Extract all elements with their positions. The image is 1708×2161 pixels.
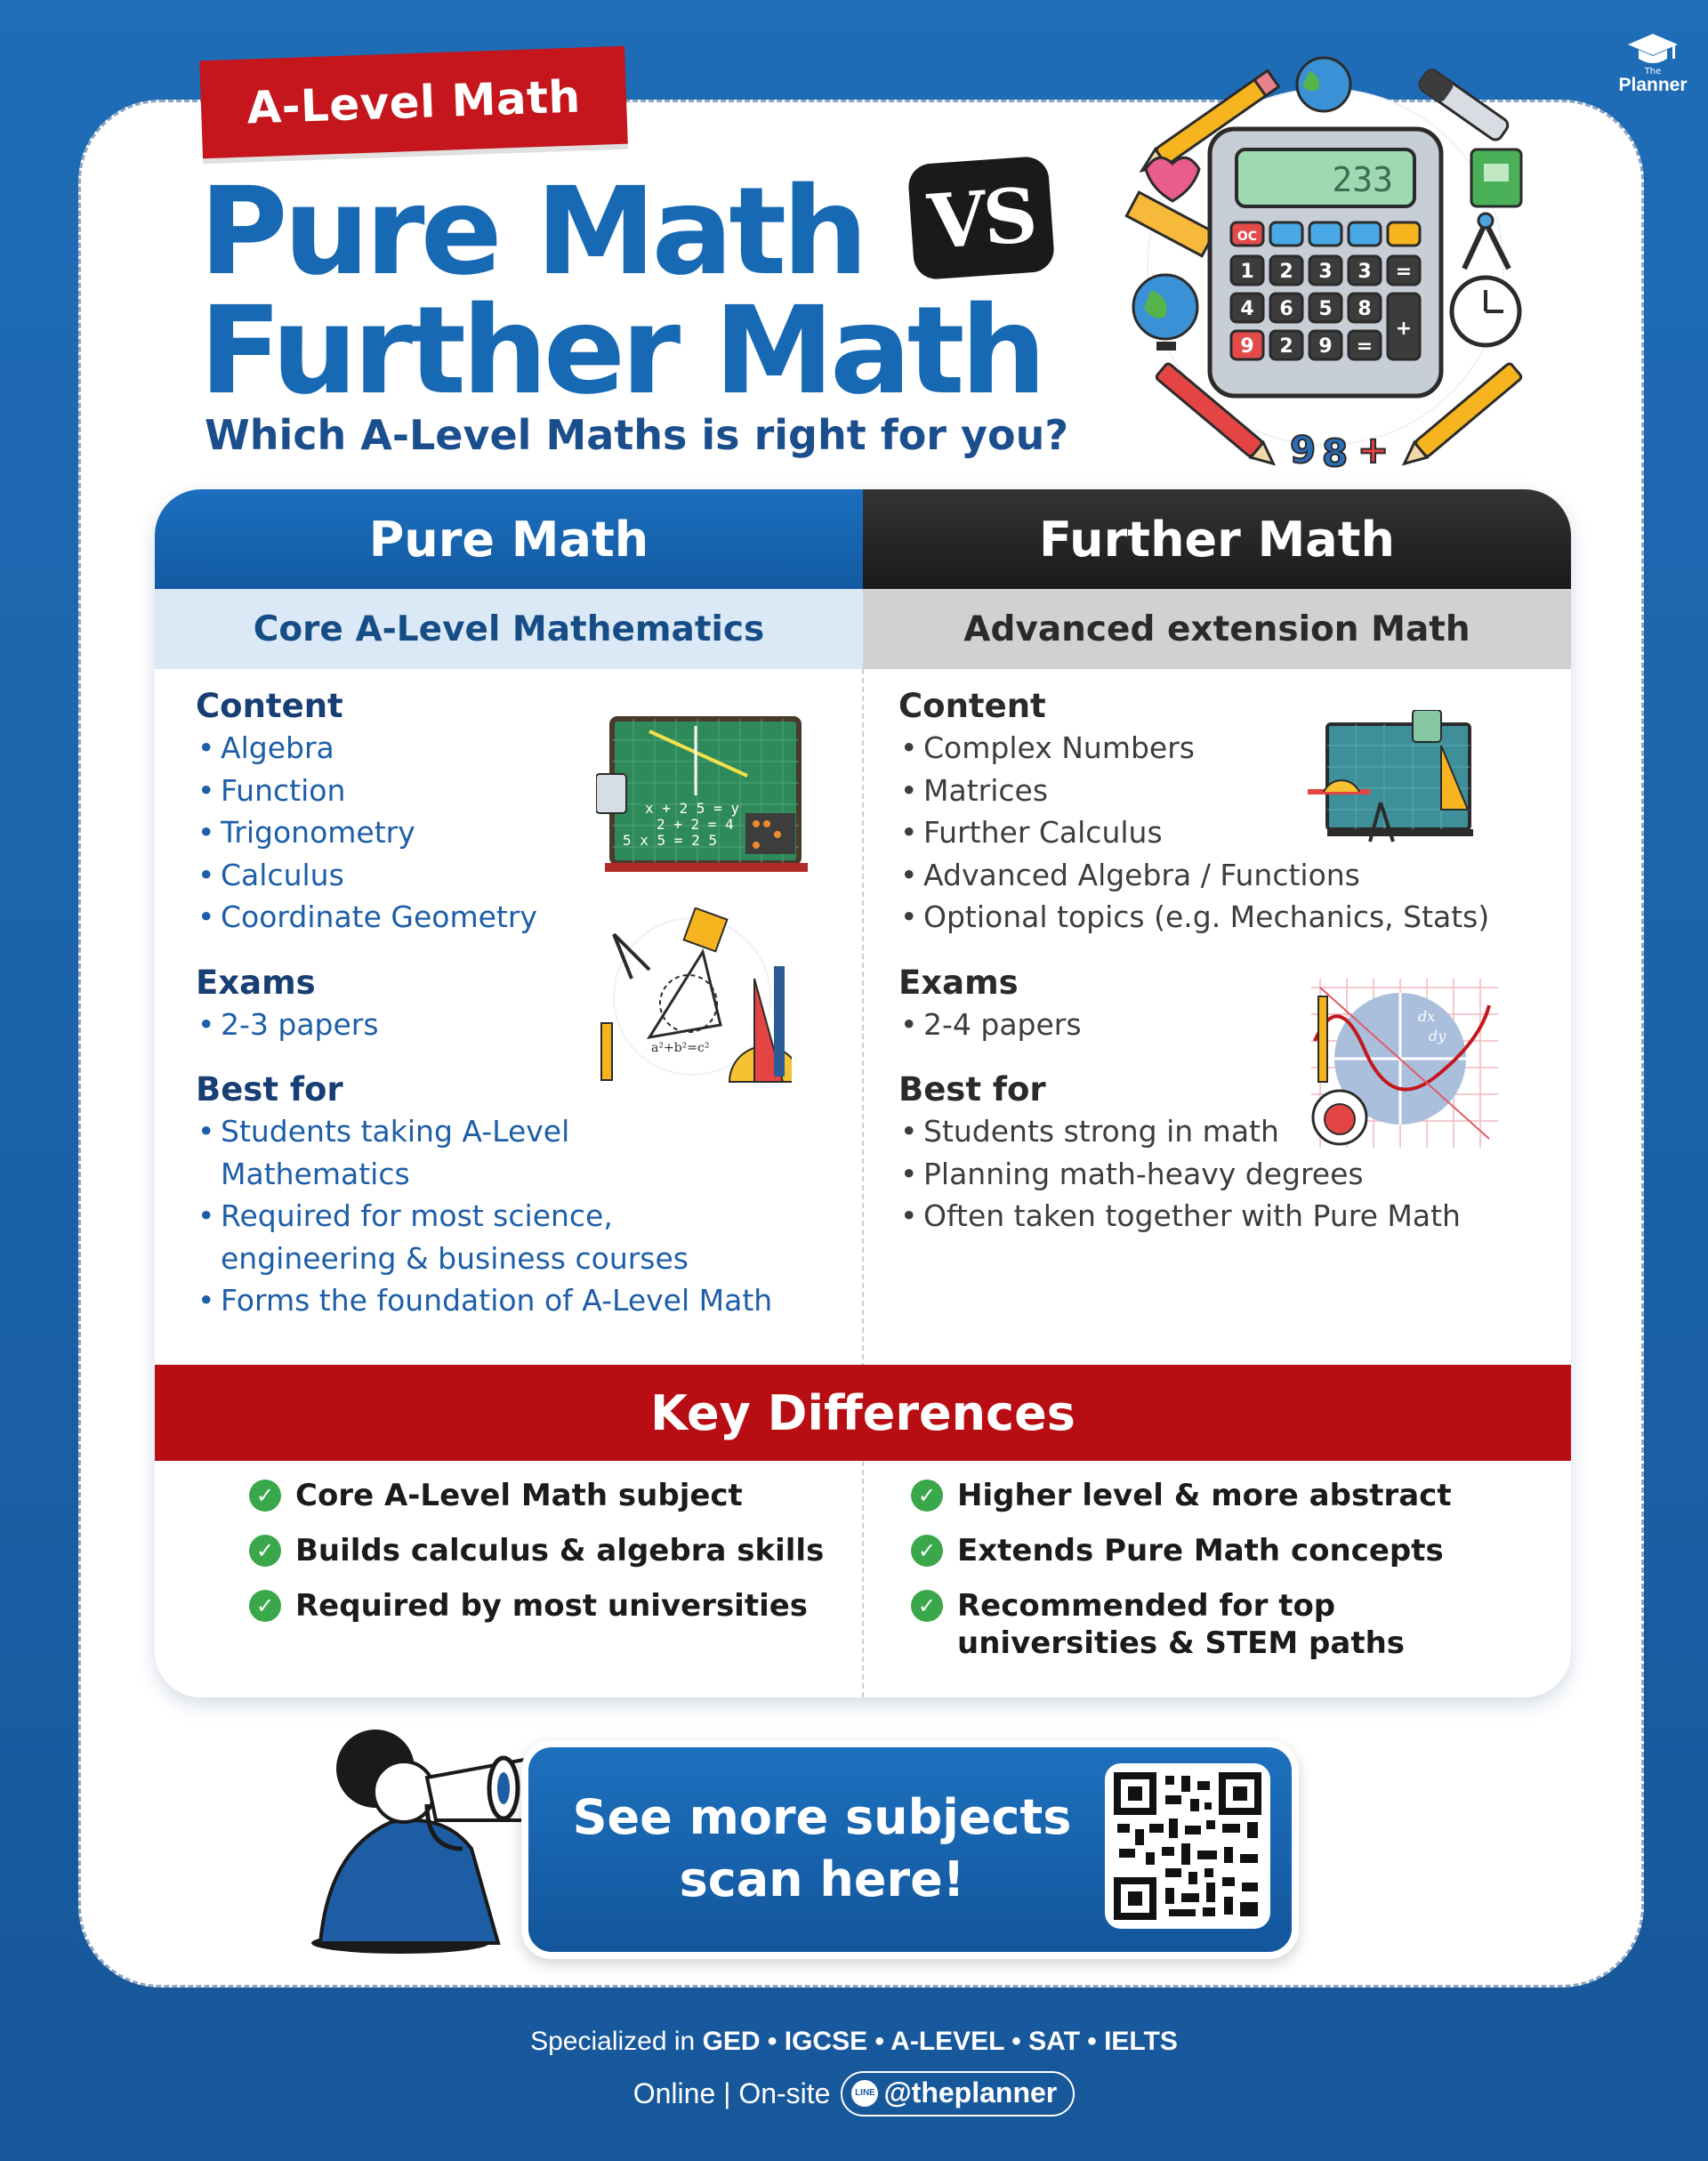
list-item: ✓ Builds calculus & algebra skills (249, 1532, 824, 1569)
level-badge (199, 46, 628, 159)
qr-code-icon (1114, 1772, 1261, 1920)
calculator-display: 233 (1332, 160, 1393, 199)
calculus-graph-illustration (1302, 970, 1507, 1157)
globe-icon (1297, 58, 1350, 111)
check-icon: ✓ (911, 1590, 943, 1622)
footer-contact (0, 2071, 1708, 2117)
key-8: 8 (1358, 298, 1372, 320)
cta-line-2: scan here! (679, 1851, 965, 1907)
pure-best-list (196, 1110, 818, 1322)
further-best-title: Best for (898, 1070, 1046, 1109)
pythagoras-formula: a²+b²=c² (651, 1041, 710, 1055)
list-item: • Further Calculus (898, 811, 1557, 854)
further-exams-title: Exams (898, 963, 1019, 1002)
key-differences-title: Key Differences (155, 1365, 1571, 1461)
level-badge-text: A-Level Math (246, 70, 582, 134)
kd-pure-list (249, 1477, 824, 1642)
list-item: • Planning math-heavy degrees (898, 1153, 1557, 1196)
check-icon: ✓ (249, 1535, 281, 1567)
calculator-icon (1210, 129, 1441, 396)
cta-text (555, 1786, 1089, 1911)
list-item: ✓ Extends Pure Math concepts (911, 1532, 1544, 1569)
board-equation: 5 x 5 = 2 5 (623, 832, 717, 849)
list-item: ✓ Core A-Level Math subject (249, 1477, 824, 1514)
clock-icon (1452, 278, 1519, 345)
cta-line-1: See more subjects (572, 1789, 1072, 1845)
list-item: ✓ Higher level & more abstract (911, 1477, 1544, 1514)
kd-further-list (911, 1477, 1544, 1680)
key-oc: OC (1237, 230, 1258, 244)
calculator-illustration (1112, 44, 1539, 472)
scan-qr-banner[interactable] (521, 1740, 1299, 1959)
line-handle: @theplanner (883, 2076, 1058, 2109)
title-pure-math: Pure Math (199, 162, 865, 302)
list-item: • Algebra (196, 727, 818, 770)
page-subtitle: Which A-Level Maths is right for you? (205, 411, 1069, 459)
key-plus: + (1395, 318, 1413, 340)
footer-specialized-list: GED • IGCSE • A-LEVEL • SAT • IELTS (702, 2027, 1178, 2056)
pure-math-header: Pure Math (155, 489, 863, 589)
footer-specialized (0, 2027, 1708, 2057)
logo-small-text: The (1644, 67, 1662, 77)
key-6: 6 (1279, 298, 1293, 320)
line-icon: LINE (851, 2080, 878, 2107)
pure-best-title: Best for (196, 1070, 343, 1109)
key-3b: 3 (1358, 261, 1372, 283)
further-content-title: Content (898, 687, 1046, 725)
further-math-header: Further Math (863, 489, 1571, 589)
notebook-icon (1471, 149, 1521, 206)
footer-modes: Online | On-site (632, 2077, 831, 2109)
key-3: 3 (1318, 261, 1333, 283)
list-item: ✓ Required by most universities (249, 1587, 824, 1625)
board-equation: 2 + 2 = 4 (657, 816, 734, 833)
list-item: • Matrices (898, 770, 1557, 812)
key-5: 5 (1318, 298, 1333, 320)
list-item: • Trigonometry (196, 811, 818, 854)
key-equals: = (1395, 261, 1413, 283)
check-icon: ✓ (249, 1590, 281, 1622)
key-2b: 2 (1279, 335, 1293, 358)
planner-logo[interactable] (1615, 32, 1690, 96)
number-8-icon: 8 (1322, 431, 1349, 472)
pure-content-title: Content (196, 687, 343, 725)
list-item: • Complex Numbers (898, 727, 1557, 770)
check-icon: ✓ (911, 1535, 943, 1567)
list-item: • Calculus (196, 854, 818, 897)
board-equation: x + 2 5 = y (645, 800, 739, 817)
list-item: • Often taken together with Pure Math (898, 1195, 1557, 1238)
comparison-table (155, 489, 1571, 1697)
list-item: • Optional topics (e.g. Mechanics, Stats) (898, 896, 1557, 939)
key-1: 1 (1240, 261, 1254, 283)
plus-sign-icon: + (1358, 428, 1390, 472)
pure-math-subheader: Core A-Level Mathematics (155, 589, 863, 669)
list-item: • Advanced Algebra / Functions (898, 854, 1557, 897)
list-item: • Coordinate Geometry (196, 896, 818, 939)
advanced-board-illustration (1308, 710, 1486, 843)
graph-label-dx: dx (1418, 1008, 1436, 1025)
qr-code[interactable] (1105, 1763, 1270, 1929)
chalkboard-illustration (596, 714, 810, 877)
line-handle-pill[interactable] (841, 2071, 1075, 2117)
geometry-illustration (596, 907, 792, 1085)
graph-label-dy: dy (1429, 1028, 1446, 1044)
graduation-cap-icon (1626, 32, 1680, 68)
svg-text:=: = (1356, 335, 1374, 358)
list-item: ✓ Recommended for top universities & STEM paths (911, 1587, 1544, 1662)
list-item: • Students strong in math (898, 1110, 1557, 1153)
check-icon: ✓ (911, 1480, 943, 1512)
title-further-math: Further Math (199, 281, 1043, 422)
vs-badge: VS (907, 156, 1056, 281)
kd-divider (862, 1461, 864, 1697)
key-2: 2 (1279, 261, 1293, 283)
list-item: • Forms the foundation of A-Level Math (196, 1279, 818, 1322)
list-item: • 2-4 papers (898, 1004, 1557, 1046)
list-item: • Function (196, 770, 818, 812)
check-icon: ✓ (249, 1480, 281, 1512)
list-item: • Required for most science, engineering & business courses (196, 1195, 754, 1279)
further-math-subheader: Advanced extension Math (863, 589, 1571, 669)
list-item: • Students taking A-Level Mathematics (196, 1110, 639, 1195)
pure-exams-title: Exams (196, 963, 316, 1002)
key-4: 4 (1240, 298, 1254, 320)
key-9b: 9 (1318, 335, 1333, 358)
logo-name: Planner (1618, 75, 1688, 95)
key-9: 9 (1240, 335, 1254, 358)
list-item: • 2-3 papers (196, 1004, 818, 1046)
number-9-icon: 9 (1290, 428, 1317, 472)
footer-specialized-prefix: Specialized in (530, 2027, 696, 2056)
